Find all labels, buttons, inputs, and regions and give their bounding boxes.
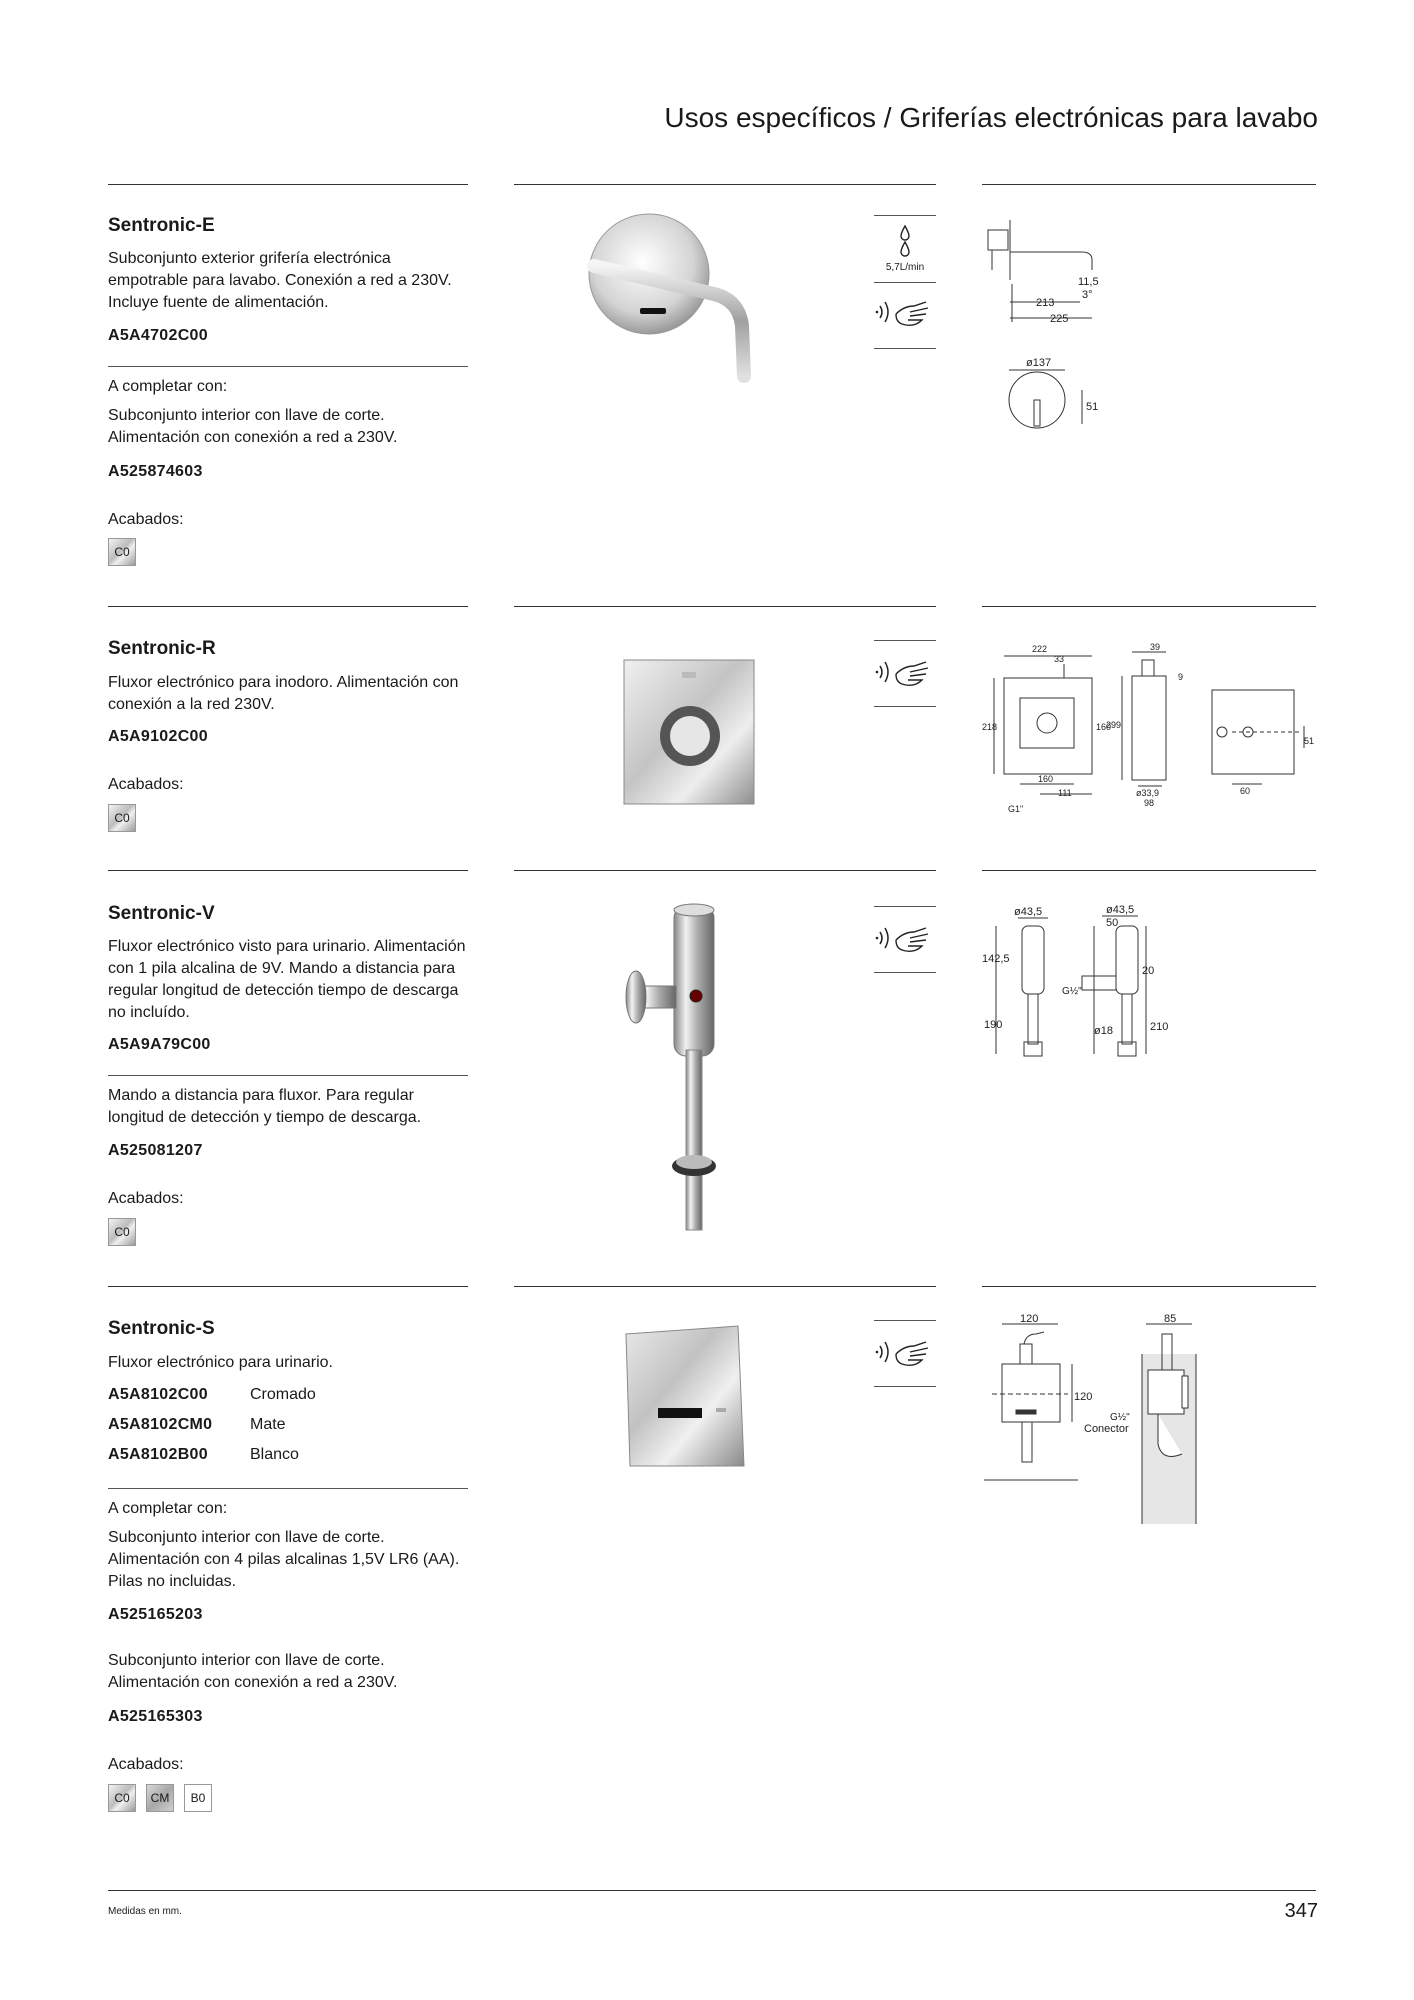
dimension-label: Conector	[1084, 1423, 1129, 1435]
dimension-label: 11,5	[1078, 276, 1099, 288]
technical-drawing	[982, 210, 1142, 465]
section-rule	[108, 606, 468, 607]
flow-rate: 5,7L/min	[885, 262, 925, 273]
dimension-label: 120	[1074, 1391, 1093, 1403]
product-description: Fluxor electrónico visto para urinario. Alimentación con 1 pila alcalina de 9V. Mando a distancia para regular longitud de detección tiempo de descarga no incluído.	[108, 938, 466, 1021]
sensor-hand-icon	[874, 292, 936, 337]
variant-code: A5A8102C00	[108, 1386, 208, 1403]
dimension-label: 213	[1036, 297, 1055, 309]
dimension-label: ø43,5	[1106, 904, 1135, 916]
product-name: Sentronic-R	[108, 638, 216, 659]
complement-code: A525081207	[108, 1142, 203, 1159]
product-image	[620, 1320, 760, 1470]
section-rule	[514, 1286, 936, 1287]
divider	[108, 1075, 468, 1076]
dimension-label: 33	[1054, 654, 1065, 664]
section-rule	[514, 184, 936, 185]
page-title: Usos específicos / Griferías electrónicas para lavabo	[664, 102, 1318, 133]
page-number: 347	[1284, 1900, 1318, 1922]
dimension-label: G1"	[1008, 804, 1024, 814]
sensor-hand-icon	[874, 652, 936, 697]
variant-label: Cromado	[250, 1386, 316, 1403]
dimension-label: 39	[1150, 642, 1161, 652]
dimension-label: 142,5	[982, 953, 1010, 965]
finish-swatch-mate: CM	[146, 1784, 174, 1812]
dimension-label: 9	[1178, 672, 1184, 682]
technical-drawing	[982, 904, 1182, 1069]
dimension-label: 210	[1150, 1021, 1169, 1033]
technical-drawing	[982, 636, 1316, 831]
product-image	[514, 196, 854, 396]
dimension-label: 299	[1106, 720, 1122, 730]
dimension-label: G½"	[1110, 1412, 1130, 1423]
complement-code: A525165203	[108, 1606, 203, 1623]
dimension-label: 120	[1020, 1314, 1039, 1325]
dimension-label: ø137	[1026, 357, 1052, 369]
dimension-label: 190	[984, 1019, 1003, 1031]
icon-rule	[874, 972, 936, 973]
dimension-label: 20	[1142, 965, 1155, 977]
icon-rule	[874, 215, 936, 216]
finishes-label: Acabados:	[108, 511, 184, 528]
finishes-label: Acabados:	[108, 1190, 184, 1207]
dimension-label: 60	[1240, 786, 1251, 796]
finish-swatch-chrome: C0	[108, 538, 136, 566]
icon-rule	[874, 282, 936, 283]
complement-code: A525165303	[108, 1708, 203, 1725]
sensor-hand-icon	[874, 1332, 936, 1377]
dimension-label: 50	[1106, 917, 1119, 929]
section-rule	[514, 870, 936, 871]
finish-swatch-chrome: C0	[108, 804, 136, 832]
dimension-label: 51	[1304, 736, 1315, 746]
complement-description: Mando a distancia para fluxor. Para regular longitud de detección y tiempo de descarga.	[108, 1087, 422, 1126]
section-rule	[982, 870, 1316, 871]
section-rule	[982, 184, 1316, 185]
complement-code: A525874603	[108, 463, 203, 480]
dimension-label: 98	[1144, 798, 1155, 808]
product-name: Sentronic-E	[108, 215, 215, 236]
variant-code: A5A8102B00	[108, 1446, 208, 1463]
section-rule	[108, 870, 468, 871]
product-code: A5A9A79C00	[108, 1036, 211, 1053]
section-rule	[982, 1286, 1316, 1287]
product-name: Sentronic-V	[108, 903, 215, 924]
dimension-label: 85	[1164, 1314, 1177, 1325]
section-rule	[108, 1286, 468, 1287]
finish-swatch-white: B0	[184, 1784, 212, 1812]
complement-description: Subconjunto interior con llave de corte. Alimentación con 4 pilas alcalinas 1,5V LR6 (AA). Pilas no incluidas.	[108, 1529, 460, 1590]
dimension-label: 222	[1032, 644, 1048, 654]
icon-rule	[874, 1386, 936, 1387]
finishes-label: Acabados:	[108, 1756, 184, 1773]
dimension-label: 160	[1096, 722, 1112, 732]
product-code: A5A4702C00	[108, 327, 208, 344]
footer-rule	[108, 1890, 1316, 1891]
dimension-label: 225	[1050, 313, 1069, 325]
section-rule	[982, 606, 1316, 607]
divider	[108, 366, 468, 367]
finishes-label: Acabados:	[108, 776, 184, 793]
dimension-label: 111	[1058, 788, 1072, 798]
complement-description: Subconjunto interior con llave de corte. Alimentación con conexión a red a 230V.	[108, 407, 398, 446]
variant-label: Mate	[250, 1416, 286, 1433]
product-description: Fluxor electrónico para urinario.	[108, 1354, 333, 1371]
divider	[108, 1488, 468, 1489]
sensor-hand-icon	[874, 918, 936, 963]
finish-swatch-chrome: C0	[108, 1218, 136, 1246]
icon-rule	[874, 906, 936, 907]
complement-label: A completar con:	[108, 378, 228, 395]
dimension-label: 51	[1086, 401, 1099, 413]
variant-label: Blanco	[250, 1446, 299, 1463]
icon-rule	[874, 1320, 936, 1321]
complement-description: Subconjunto interior con llave de corte. Alimentación con conexión a red a 230V.	[108, 1652, 398, 1691]
complement-label: A completar con:	[108, 1500, 228, 1517]
dimension-label: G½"	[1062, 986, 1082, 997]
finish-swatch-chrome: C0	[108, 1784, 136, 1812]
technical-drawing	[982, 1314, 1202, 1529]
product-code: A5A9102C00	[108, 728, 208, 745]
variant-code: A5A8102CM0	[108, 1416, 213, 1433]
product-image	[620, 654, 760, 810]
footer-note: Medidas en mm.	[108, 1906, 182, 1917]
product-description: Subconjunto exterior grifería electrónica empotrable para lavabo. Conexión a red a 230V. Incluye fuente de alimentación.	[108, 250, 452, 311]
dimension-label: ø18	[1094, 1025, 1113, 1037]
dimension-label: ø43,5	[1014, 906, 1043, 918]
dimension-label: 218	[982, 722, 998, 732]
icon-rule	[874, 706, 936, 707]
dimension-label: 3°	[1082, 289, 1093, 301]
section-rule	[514, 606, 936, 607]
icon-rule	[874, 640, 936, 641]
dimension-label: 160	[1038, 774, 1054, 784]
product-name: Sentronic-S	[108, 1318, 215, 1339]
product-image	[614, 900, 754, 1240]
icon-rule	[874, 348, 936, 349]
dimension-label: ø33,9	[1136, 788, 1160, 798]
section-rule	[108, 184, 468, 185]
product-description: Fluxor electrónico para inodoro. Alimentación con conexión a la red 230V.	[108, 674, 459, 713]
